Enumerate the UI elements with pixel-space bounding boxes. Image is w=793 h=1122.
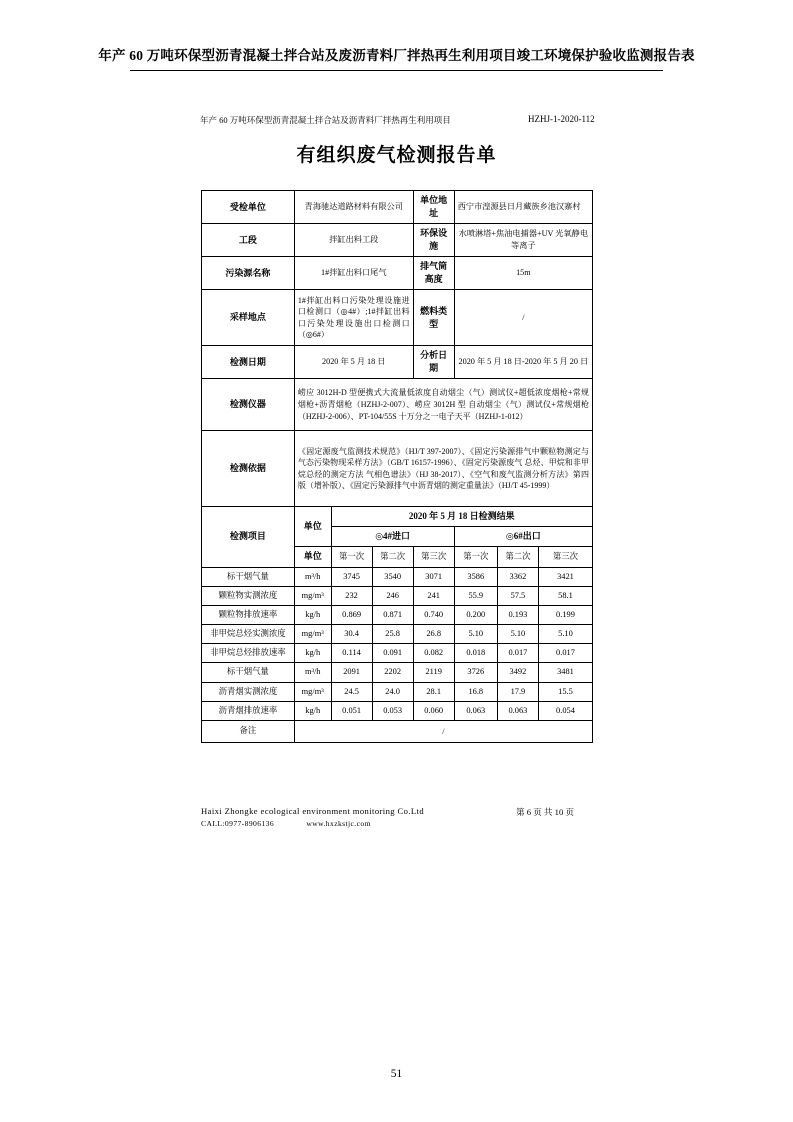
report-table-wrapper <box>201 190 593 743</box>
header-run-6: 第三次 <box>538 547 592 567</box>
label-instruments: 检测仪器 <box>202 379 295 431</box>
result-unit: m³/h <box>294 663 331 682</box>
result-value: 246 <box>372 586 413 605</box>
label-remark: 备注 <box>202 721 295 743</box>
result-value: 5.10 <box>497 625 538 644</box>
result-unit: mg/m³ <box>294 586 331 605</box>
table-row <box>202 431 593 507</box>
result-value: 0.051 <box>331 701 372 720</box>
page-title: 有组织废气检测报告单 <box>296 145 497 166</box>
result-value: 0.200 <box>454 605 497 624</box>
result-value: 58.1 <box>538 586 592 605</box>
result-value: 55.9 <box>454 586 497 605</box>
table-row <box>202 290 593 346</box>
table-row <box>202 605 593 624</box>
value-standards: 《固定源废气监测技术规范》（HJ/T 397-2007）、《固定污染源排气中颗粒物测定与气态污染物现采样方法》（GB/T 16157-1996）、《固定污染源废气 总烃、甲烷和非甲烷总烃的测定方法 气相色谱法》（HJ 38-2017）、《空气和废气监测分析方法》第四版（增补版）、《固定污染源排气中沥青烟的测定重量法》（HJ/T 45-1999） <box>294 431 592 507</box>
result-value: 16.8 <box>454 682 497 701</box>
label-env-facility: 环保设施 <box>413 224 454 257</box>
table-row <box>202 721 593 743</box>
result-value: 0.091 <box>372 644 413 663</box>
header-run-5: 第二次 <box>497 547 538 567</box>
label-test-date: 检测日期 <box>202 346 295 379</box>
label-stack-height: 排气筒高度 <box>413 257 454 290</box>
report-table <box>201 190 593 743</box>
result-item: 标干烟气量 <box>202 663 295 682</box>
result-value: 3492 <box>497 663 538 682</box>
result-unit: kg/h <box>294 644 331 663</box>
value-env-facility: 水喷淋塔+焦油电捕器+UV 光氧静电等离子 <box>454 224 592 257</box>
result-value: 15.5 <box>538 682 592 701</box>
result-item: 标干烟气量 <box>202 567 295 586</box>
result-value: 2202 <box>372 663 413 682</box>
result-value: 0.199 <box>538 605 592 624</box>
running-header-text: 年产 60 万吨环保型沥青混凝土拌合站及废沥青料厂拌热再生利用项目竣工环境保护验收监测报告表 <box>98 48 695 63</box>
result-item: 颗粒物实测浓度 <box>202 586 295 605</box>
header-divider <box>130 70 663 71</box>
label-analysis-date: 分析日期 <box>413 346 454 379</box>
result-value: 0.053 <box>372 701 413 720</box>
header-item: 检测项目 <box>202 507 295 567</box>
footer-call: CALL:0977-8906136 <box>201 819 275 828</box>
header-run-1: 第一次 <box>331 547 372 567</box>
result-value: 0.869 <box>331 605 372 624</box>
label-inspected-unit: 受检单位 <box>202 191 295 224</box>
subheader-code: HZHJ-1-2020-112 <box>528 114 595 124</box>
result-value: 30.4 <box>331 625 372 644</box>
result-value: 2091 <box>331 663 372 682</box>
result-value: 0.063 <box>454 701 497 720</box>
label-pollution-source: 污染源名称 <box>202 257 295 290</box>
result-unit: mg/m³ <box>294 682 331 701</box>
result-unit: m³/h <box>294 567 331 586</box>
result-value: 3745 <box>331 567 372 586</box>
result-value: 3362 <box>497 567 538 586</box>
result-item: 沥青烟排放速率 <box>202 701 295 720</box>
result-value: 0.018 <box>454 644 497 663</box>
result-value: 0.193 <box>497 605 538 624</box>
result-value: 3071 <box>413 567 454 586</box>
result-value: 5.10 <box>538 625 592 644</box>
result-value: 3586 <box>454 567 497 586</box>
result-value: 0.114 <box>331 644 372 663</box>
label-fuel-type: 燃料类型 <box>413 290 454 346</box>
footer-pagecount: 第 6 页 共 10 页 <box>516 807 575 817</box>
result-item: 颗粒物排放速率 <box>202 605 295 624</box>
result-value: 57.5 <box>497 586 538 605</box>
result-value: 0.060 <box>413 701 454 720</box>
result-item: 非甲烷总烃实测浓度 <box>202 625 295 644</box>
result-value: 0.871 <box>372 605 413 624</box>
table-row <box>202 701 593 720</box>
header-port-outlet: ◎6#出口 <box>454 527 592 547</box>
header-run-4: 第一次 <box>454 547 497 567</box>
value-unit-address: 西宁市湟源县日月藏族乡池汉寨村 <box>454 191 592 224</box>
result-value: 0.054 <box>538 701 592 720</box>
page-number: 51 <box>390 1068 403 1080</box>
table-row <box>202 586 593 605</box>
value-section: 拌缸出料工段 <box>294 224 413 257</box>
table-row <box>202 346 593 379</box>
value-sampling-location: 1#拌缸出料口污染处理设施进口检测口（◎4#）;1#拌缸出料口污染处理设施出口检测口（◎6#） <box>294 290 413 346</box>
value-analysis-date: 2020 年 5 月 18 日-2020 年 5 月 20 日 <box>454 346 592 379</box>
table-row <box>202 379 593 431</box>
result-item: 非甲烷总烃排放速率 <box>202 644 295 663</box>
table-row <box>202 507 593 527</box>
result-value: 5.10 <box>454 625 497 644</box>
value-instruments: 崂应 3012H-D 型便携式大流量低浓度自动烟尘（气）测试仪+超低浓度烟枪+常规烟枪+沥青烟枪（HZHJ-2-007）、崂应 3012H 型 自动烟尘（气）测试仪+常规烟枪（HZHJ-2-006）、PT-104/55S 十万分之一电子天平（HZHJ-1-012） <box>294 379 592 431</box>
header-port-inlet: ◎4#进口 <box>331 527 454 547</box>
result-value: 3481 <box>538 663 592 682</box>
label-standards: 检测依据 <box>202 431 295 507</box>
label-sampling-location: 采样地点 <box>202 290 295 346</box>
table-row <box>202 682 593 701</box>
result-item: 沥青烟实测浓度 <box>202 682 295 701</box>
result-value: 17.9 <box>497 682 538 701</box>
header-unit: 单位 <box>294 507 331 547</box>
result-value: 24.5 <box>331 682 372 701</box>
value-pollution-source: 1#拌缸出料口尾气 <box>294 257 413 290</box>
result-value: 25.8 <box>372 625 413 644</box>
value-inspected-unit: 青海驰达道路材料有限公司 <box>294 191 413 224</box>
header-date-results: 2020 年 5 月 18 日检测结果 <box>331 507 592 527</box>
result-value: 0.063 <box>497 701 538 720</box>
result-value: 0.017 <box>538 644 592 663</box>
running-header <box>0 44 793 68</box>
header-run-3: 第三次 <box>413 547 454 567</box>
result-value: 0.017 <box>497 644 538 663</box>
table-row <box>202 644 593 663</box>
table-row <box>202 191 593 224</box>
value-test-date: 2020 年 5 月 18 日 <box>294 346 413 379</box>
result-value: 28.1 <box>413 682 454 701</box>
result-value: 2119 <box>413 663 454 682</box>
result-value: 232 <box>331 586 372 605</box>
result-value: 241 <box>413 586 454 605</box>
result-value: 3540 <box>372 567 413 586</box>
result-value: 26.8 <box>413 625 454 644</box>
value-remark: / <box>294 721 592 743</box>
header-run-2: 第二次 <box>372 547 413 567</box>
value-fuel-type: / <box>454 290 592 346</box>
result-value: 3421 <box>538 567 592 586</box>
value-stack-height: 15m <box>454 257 592 290</box>
table-row <box>202 224 593 257</box>
footer-url: www.hxzkstjc.com <box>306 819 371 828</box>
result-value: 0.082 <box>413 644 454 663</box>
result-unit: kg/h <box>294 701 331 720</box>
result-value: 0.740 <box>413 605 454 624</box>
table-row <box>202 257 593 290</box>
result-unit: mg/m³ <box>294 625 331 644</box>
label-section: 工段 <box>202 224 295 257</box>
table-row <box>202 567 593 586</box>
footer-company: Haixi Zhongke ecological environment monitoring Co.Ltd <box>201 806 425 816</box>
result-value: 3726 <box>454 663 497 682</box>
label-unit-address: 单位地址 <box>413 191 454 224</box>
result-value: 24.0 <box>372 682 413 701</box>
result-unit: kg/h <box>294 605 331 624</box>
subheader-project: 年产 60 万吨环保型沥青混凝土拌合站及沥青料厂拌热再生利用项目 <box>200 115 451 125</box>
table-row <box>202 663 593 682</box>
header-unit-2: 单位 <box>294 547 331 567</box>
table-row <box>202 625 593 644</box>
